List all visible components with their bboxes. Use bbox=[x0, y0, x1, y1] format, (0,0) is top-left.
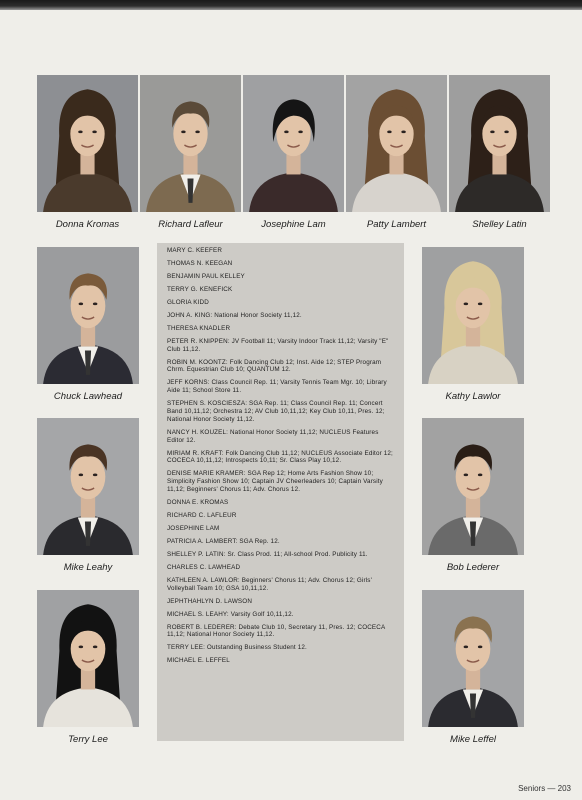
portrait-drawing bbox=[422, 418, 524, 555]
portrait-drawing bbox=[422, 247, 524, 384]
list-item: JEPHTHAHLYN D. LAWSON bbox=[167, 597, 253, 605]
list-item: TERRY G. KENEFICK bbox=[167, 285, 233, 293]
portrait-mike-leffel bbox=[422, 590, 524, 727]
caption-patty-lambert: Patty Lambert bbox=[366, 219, 427, 230]
list-item: TERRY LEE: Outstanding Business Student 12. bbox=[167, 644, 307, 652]
list-item: ROBERT B. LEDERER: Debate Club 10, Secretary 11, Pres. 12; COCECA 11,12; National Honor Society 11,12. bbox=[167, 623, 385, 639]
caption-josephine-lam: Josephine Lam bbox=[261, 219, 326, 230]
portrait-drawing bbox=[37, 75, 138, 212]
portrait-drawing bbox=[243, 75, 344, 212]
caption-terry-lee: Terry Lee bbox=[68, 734, 108, 745]
list-item: GLORIA KIDD bbox=[167, 298, 209, 306]
portrait-drawing bbox=[422, 590, 524, 727]
portrait-drawing bbox=[37, 418, 139, 555]
portrait-mike-leahy bbox=[37, 418, 139, 555]
list-item: BENJAMIN PAUL KELLEY bbox=[167, 272, 245, 280]
caption-bob-lederer: Bob Lederer bbox=[446, 562, 500, 573]
caption-mike-leahy: Mike Leahy bbox=[63, 562, 113, 573]
list-item: RICHARD C. LAFLEUR bbox=[167, 511, 237, 519]
list-item: JEFF KORNS: Class Council Rep. 11; Varsity Tennis Team Mgr. 10; Library Aide 11; School Store 11. bbox=[167, 379, 387, 395]
list-item: KATHLEEN A. LAWLOR: Beginners' Chorus 11; Adv. Chorus 12; Girls' Volleyball Team 10; GSA 10,11,12. bbox=[167, 576, 372, 592]
list-item: SHELLEY P. LATIN: Sr. Class Prod. 11; All-school Prod. Publicity 11. bbox=[167, 550, 368, 558]
list-item: THOMAS N. KEEGAN bbox=[167, 259, 233, 267]
list-item: JOSEPHINE LAM bbox=[167, 524, 220, 532]
list-item: MARY C. KEEFER bbox=[167, 247, 223, 254]
portrait-donna-kromas bbox=[37, 75, 138, 212]
portrait-kathy-lawlor bbox=[422, 247, 524, 384]
portrait-drawing bbox=[449, 75, 550, 212]
portrait-bob-lederer bbox=[422, 418, 524, 555]
portrait-drawing bbox=[37, 590, 139, 727]
senior-activities-panel bbox=[157, 243, 404, 741]
portrait-drawing bbox=[140, 75, 241, 212]
list-item: DENISE MARIE KRAMER: SGA Rep 12; Home Arts Fashion Show 10; Simplicity Fashion Show 10; Captain JV Cheerleaders 10; Captain Varsity 11,12; Beginners' Chorus 11; Adv. Chorus 12. bbox=[167, 470, 383, 493]
portrait-drawing bbox=[346, 75, 447, 212]
caption-donna-kromas: Donna Kromas bbox=[55, 219, 120, 230]
portrait-shelley-latin bbox=[449, 75, 550, 212]
list-item: DONNA E. KROMAS bbox=[167, 498, 229, 506]
list-item: JOHN A. KING: National Honor Society 11,12. bbox=[167, 311, 302, 319]
caption-kathy-lawlor: Kathy Lawlor bbox=[445, 391, 501, 402]
portrait-chuck-lawhead bbox=[37, 247, 139, 384]
list-item: PATRICIA A. LAMBERT: SGA Rep. 12. bbox=[167, 537, 280, 545]
list-item: NANCY H. KOUZEL: National Honor Society 11,12; NUCLEUS Features Editor 12. bbox=[167, 428, 379, 444]
senior-activities-list bbox=[167, 247, 397, 670]
list-item: THERESA KNADLER bbox=[167, 324, 231, 332]
binding-edge bbox=[0, 0, 582, 10]
portrait-terry-lee bbox=[37, 590, 139, 727]
list-item: MICHAEL E. LEFFEL bbox=[167, 657, 230, 665]
caption-richard-lafleur: Richard Lafleur bbox=[158, 219, 223, 230]
list-item: MICHAEL S. LEAHY: Varsity Golf 10,11,12. bbox=[167, 610, 294, 618]
list-item: STEPHEN S. KOSCIESZA: SGA Rep. 11; Class Council Rep. 11; Concert Band 10,11,12; Orchestra 12; AV Club 10,11,12; Key Club 10,11, Pres. 12; National Honor Society 11,12. bbox=[167, 400, 385, 423]
portrait-drawing bbox=[37, 247, 139, 384]
list-item: CHARLES C. LAWHEAD bbox=[167, 563, 241, 571]
page-number: Seniors — 203 bbox=[518, 784, 571, 793]
portrait-richard-lafleur bbox=[140, 75, 241, 212]
portrait-patty-lambert bbox=[346, 75, 447, 212]
caption-shelley-latin: Shelley Latin bbox=[472, 219, 527, 230]
list-item: MIRIAM R. KRAFT: Folk Dancing Club 11,12; NUCLEUS Associate Editor 12; COCECA 10,11,12; Introspects 10,11; Sr. Class Play 10,12. bbox=[167, 449, 393, 465]
caption-chuck-lawhead: Chuck Lawhead bbox=[53, 391, 123, 402]
portrait-josephine-lam bbox=[243, 75, 344, 212]
list-item: PETER R. KNIPPEN: JV Football 11; Varsity Indoor Track 11,12; Varsity "E" Club 11,12. bbox=[167, 337, 389, 353]
caption-mike-leffel: Mike Leffel bbox=[450, 734, 496, 745]
list-item: ROBIN M. KOONTZ: Folk Dancing Club 12; Inst. Aide 12; STEP Program Chrm. Equestrian Club 10; QUANTUM 12. bbox=[167, 358, 382, 374]
